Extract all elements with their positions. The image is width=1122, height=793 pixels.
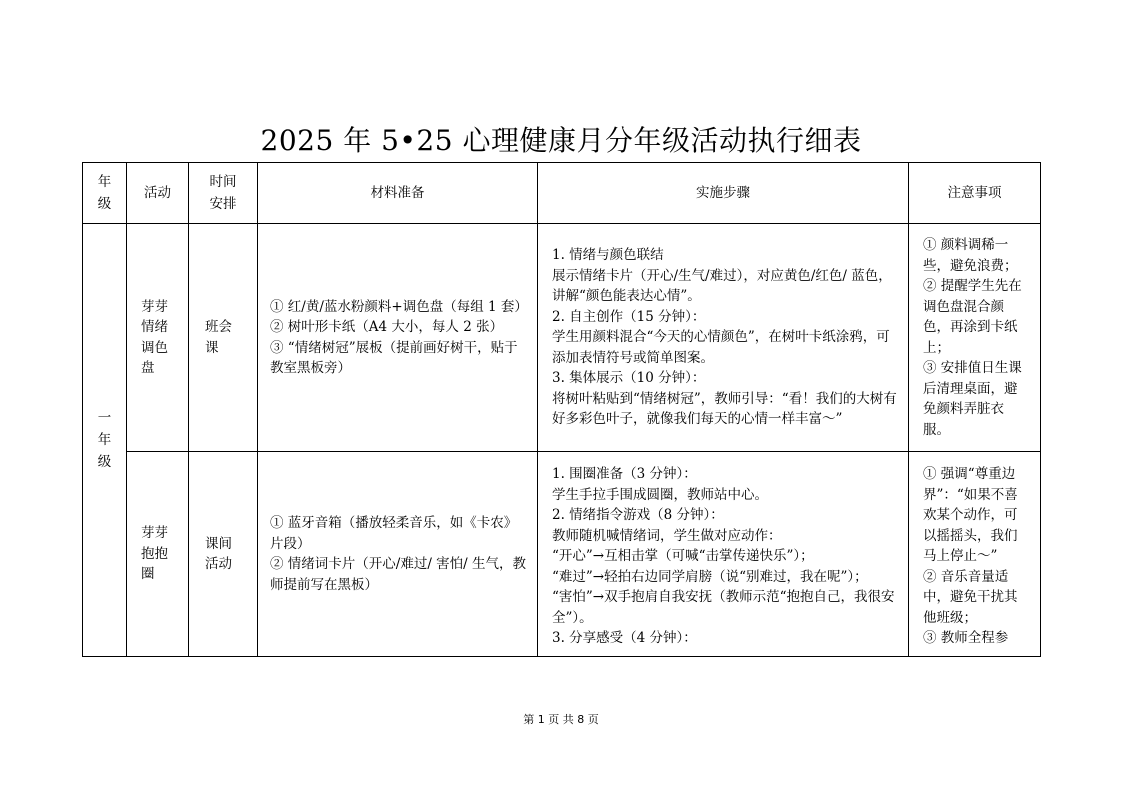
time-cell: [189, 224, 258, 452]
material-item: ② 情绪词卡片（开心/难过/ 害怕/ 生气，教师提前写在黑板）: [270, 556, 527, 593]
step-line: 2. 自主创作（15 分钟）：: [552, 308, 706, 325]
document-title: 2025 年 5•25 心理健康月分年级活动执行细表: [260, 124, 862, 157]
notes-cell: [909, 224, 1041, 452]
note-item: ② 音乐音量适中，避免干扰其他班级；: [923, 568, 1018, 626]
note-item: ③ 安排值日生课后清理桌面，避免颜料弄脏衣服。: [923, 360, 1022, 438]
material-item: ① 红/黄/蓝水粉颜料+调色盘（每组 1 套）: [270, 298, 528, 315]
header-notes: 注意事项: [909, 163, 1041, 224]
steps-cell: [538, 452, 909, 657]
step-line: 将树叶粘贴到“情绪树冠”，教师引导：“看！我们的大树有好多彩色叶子，就像我们每天的心情一样丰富～”: [552, 390, 897, 428]
time-cell: [189, 452, 258, 657]
step-line: 1. 围圈准备（3 分钟）：: [552, 466, 697, 482]
time-value: 课间活动: [205, 535, 232, 572]
step-line: 学生手拉手围成圆圈，教师站中心。: [552, 486, 768, 503]
page-footer: 第 1 页 共 8 页: [523, 713, 599, 726]
note-item: ① 强调“尊重边界”：“如果不喜欢某个动作，可以摇摇头，我们马上停止～”: [923, 466, 1018, 564]
table-header-row: [83, 163, 1041, 224]
step-line: 3. 集体展示（10 分钟）：: [552, 370, 706, 387]
materials-cell: [258, 224, 538, 452]
step-line: 教师随机喊情绪词，学生做对应动作：: [552, 527, 782, 544]
header-grade: 年级: [83, 163, 127, 224]
step-line: 1. 情绪与颜色联结: [552, 247, 664, 264]
note-item: ① 颜料调稀一些，避免浪费；: [923, 237, 1018, 274]
activity-cell: [127, 224, 189, 452]
table-row: [83, 224, 1041, 452]
material-item: ① 蓝牙音箱（播放轻柔音乐，如《卡农》片段）: [270, 515, 518, 552]
activity-table: [82, 162, 1041, 657]
note-item: ③ 教师全程参: [923, 630, 1009, 646]
step-line: 2. 情绪指令游戏（8 分钟）：: [552, 507, 724, 523]
steps-cell: [538, 224, 909, 452]
step-line: 3. 分享感受（4 分钟）：: [552, 630, 697, 646]
header-steps: 实施步骤: [538, 163, 909, 224]
header-activity: 活动: [127, 163, 189, 224]
step-line: 学生用颜料混合“今天的心情颜色”，在树叶卡纸涂鸦，可添加表情符号或简单图案。: [552, 329, 890, 366]
step-line: “害怕”→双手抱肩自我安抚（教师示范“抱抱自己，我很安全”）。: [552, 589, 895, 626]
activity-name: 芽芽抱抱圈: [141, 525, 168, 583]
step-line: “开心”→互相击掌（可喊“击掌传递快乐”）；: [552, 548, 814, 564]
material-item: ② 树叶形卡纸（A4 大小，每人 2 张）: [270, 319, 504, 335]
time-value: 班会课: [205, 319, 232, 356]
activity-cell: [127, 452, 189, 657]
notes-cell: [909, 452, 1041, 657]
note-item: ② 提醒学生先在调色盘混合颜色，再涂到卡纸上；: [923, 278, 1022, 356]
header-materials: 材料准备: [258, 163, 538, 224]
table-row: [83, 452, 1041, 657]
material-item: ③ “情绪树冠”展板（提前画好树干，贴于教室黑板旁）: [270, 339, 518, 376]
header-time: 时间安排: [189, 163, 258, 224]
step-line: “难过”→轻拍右边同学肩膀（说“别难过，我在呢”）；: [552, 568, 868, 585]
materials-cell: [258, 452, 538, 657]
step-line: 展示情绪卡片（开心/生气/难过），对应黄色/红色/ 蓝色，讲解“颜色能表达心情”。: [552, 267, 892, 305]
grade-cell: [83, 224, 127, 657]
activity-name: 芽芽情绪调色盘: [141, 298, 168, 376]
grade-label: 一年级: [97, 410, 112, 470]
